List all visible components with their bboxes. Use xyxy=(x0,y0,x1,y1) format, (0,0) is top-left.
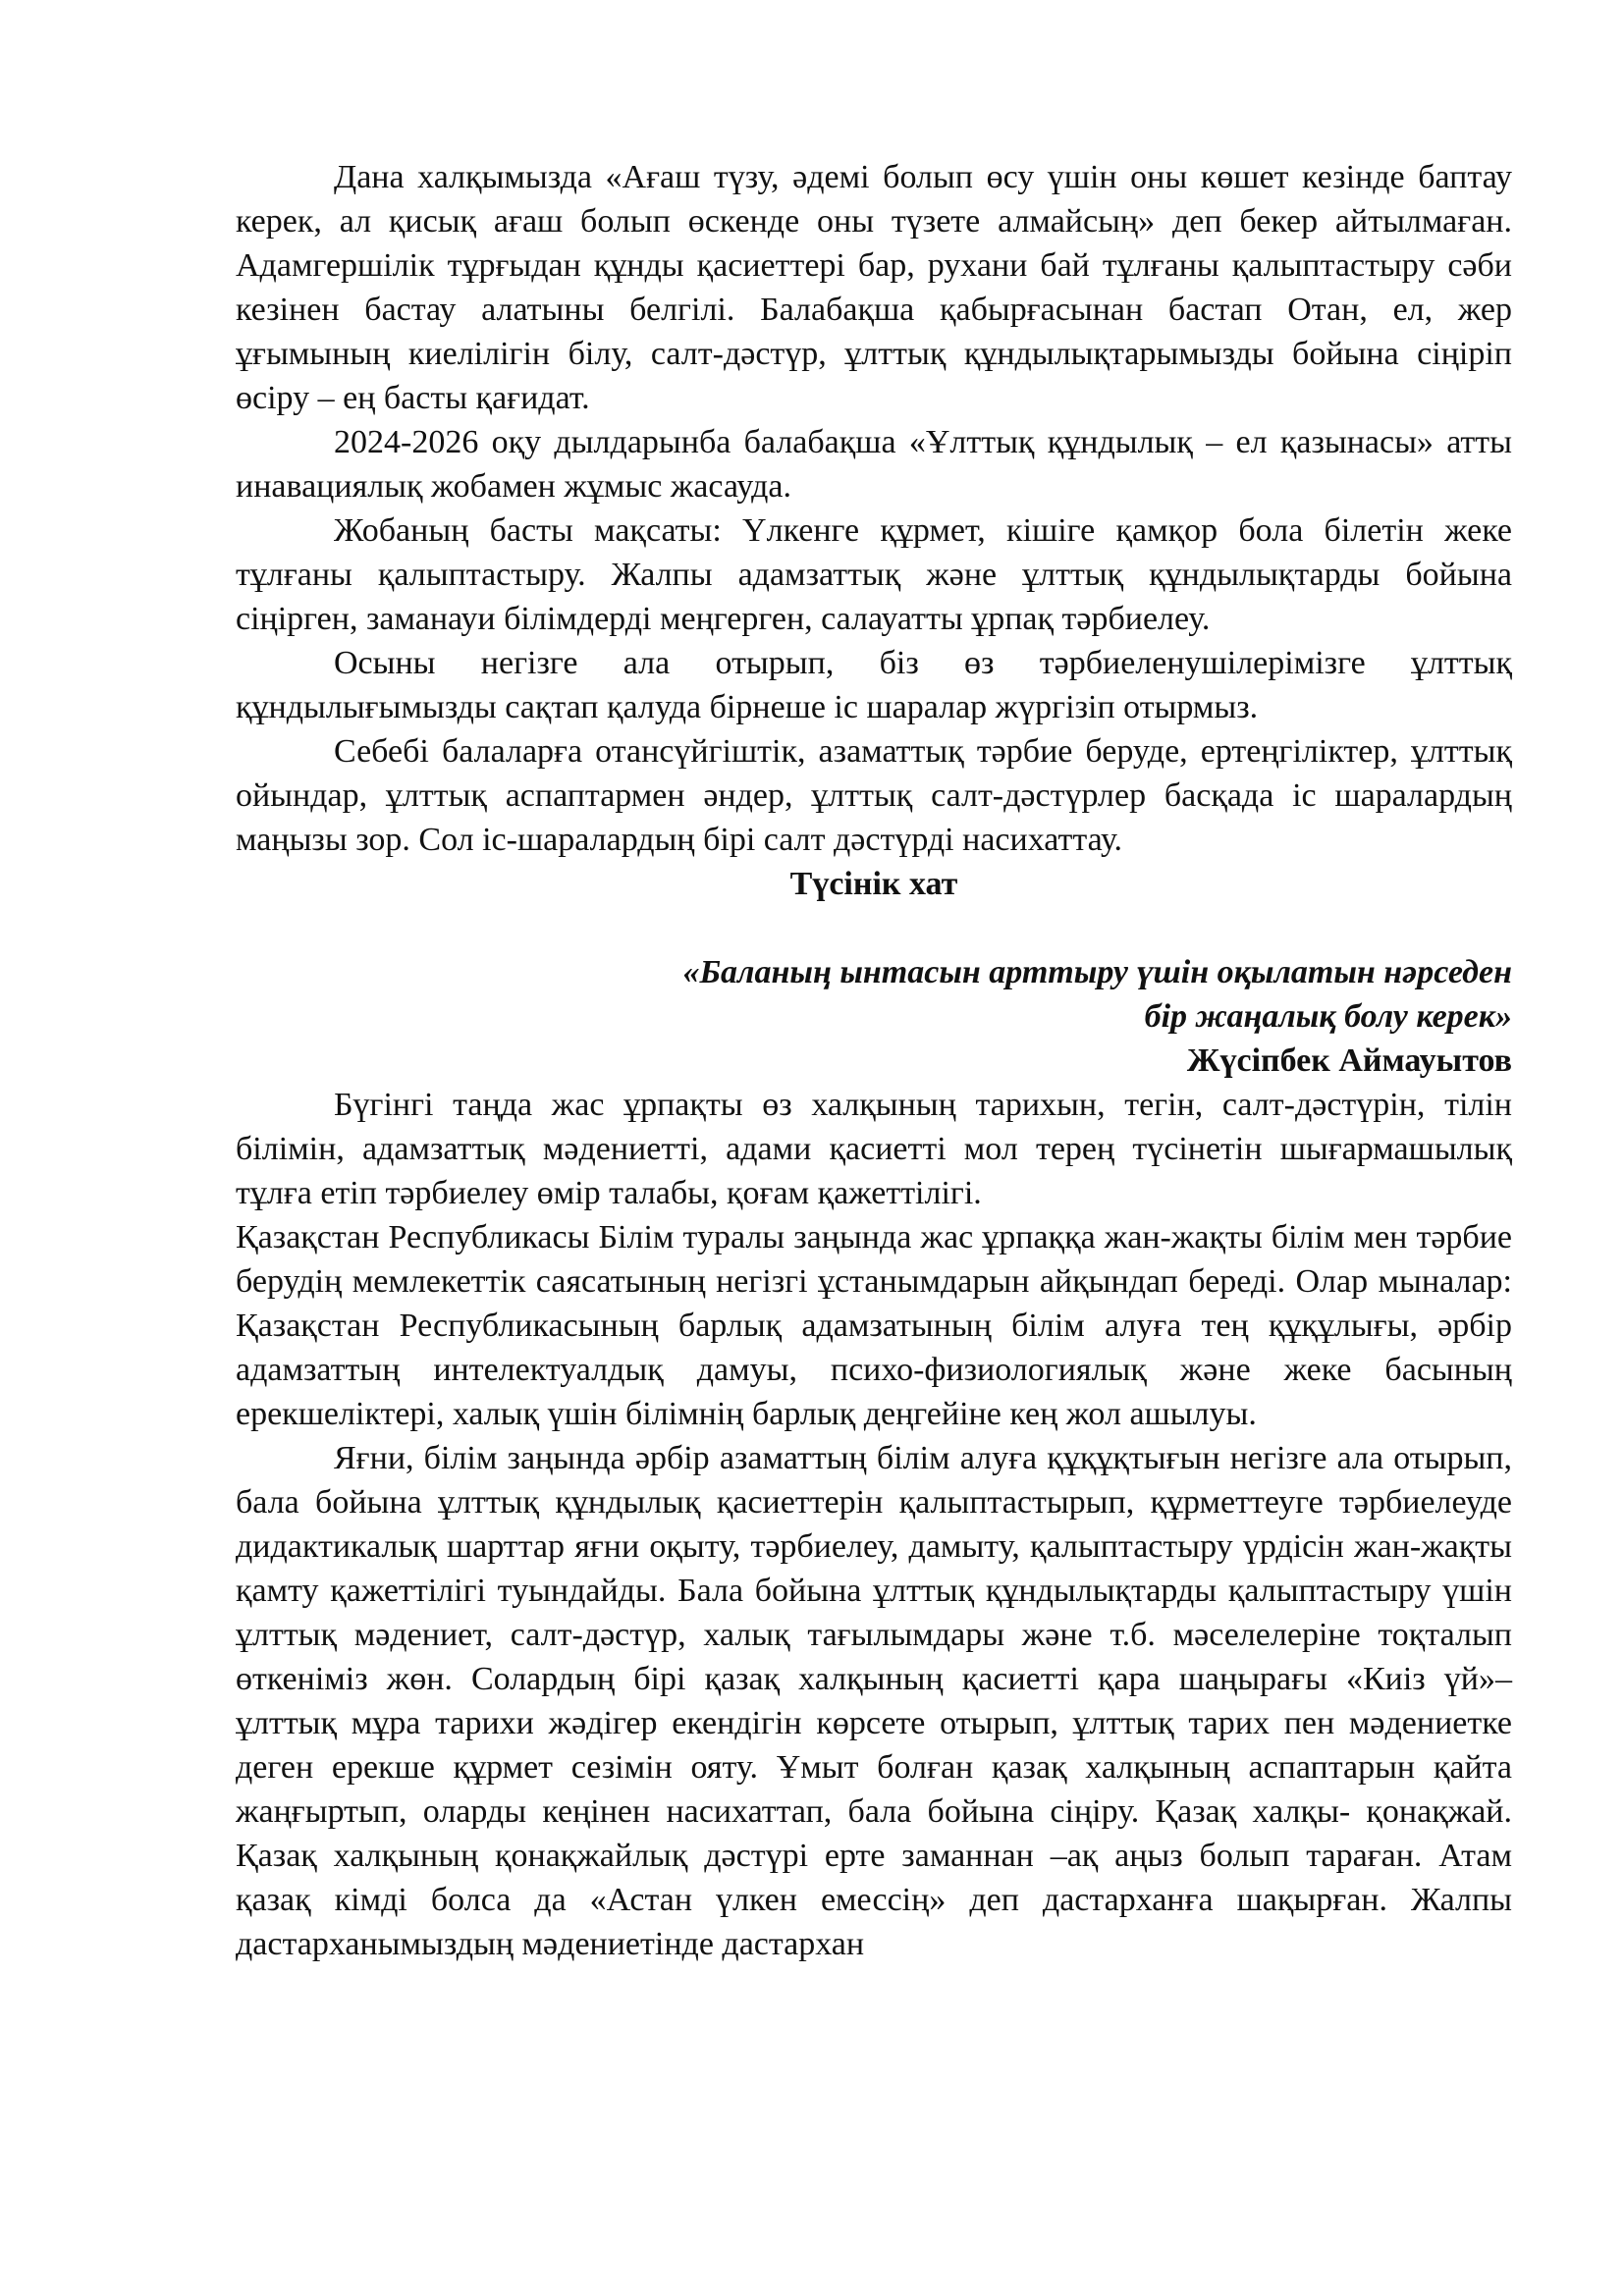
body-paragraph-2: Қазақстан Республикасы Білім туралы заңында жас ұрпаққа жан-жақты білім мен тәрбие берудің мемлекеттік саясатының негізгі ұстанымдарын айқындап береді. Олар мыналар: Қазақстан Республикасының барлық адамзатының білім алуға тең құқұлығы, әрбір адамзаттың интелектуалдық дамуы, психо-физиологиялық және жеке басының ерекшеліктері, халық үшін білімнің барлық деңгейіне кең жол ашылуы. xyxy=(236,1219,1512,1432)
epigraph-line-2: бір жаңалық болу керек» xyxy=(1144,998,1512,1035)
epigraph-quote xyxy=(236,950,1512,1039)
intro-paragraph-1: Дана халқымызда «Ағаш түзу, әдемі болып өсу үшін оны көшет кезінде баптау керек, ал қисық ағаш болып өскенде оны түзете алмайсың» деп бекер айтылмаған. Адамгершілік тұрғыдан құнды қасиеттері бар, рухани бай тұлғаны қалыптастыру сәби кезінен бастау алатыны белгілі. Балабақша қабырғасынан бастап Отан, ел, жер ұғымының киелілігін білу, салт-дәстүр, ұлттық құндылықтарымызды бойына сіңіріп өсіру – ең басты қағидат. xyxy=(236,159,1512,416)
body-paragraph-3: Яғни, білім заңында әрбір азаматтың білім алуға құқұқтығын негізге ала отырып, бала бойына ұлттық құндылық қасиеттерін қалыптастырып, құрметтеуге тәрбиелеуде дидактикалық шарттар яғни оқыту, тәрбиелеу, дамыту, қалыптастыру үрдісін жан-жақты қамту қажеттілігі туындайды. Бала бойына ұлттық құндылықтарды қалыптастыру үшін ұлттық мәдениет, салт-дәстүр, халық тағылымдары және т.б. мәселелеріне тоқталып өткеніміз жөн. Солардың бірі қазақ халқының қасиетті қара шаңырағы «Киіз үй»– ұлттық мұра тарихи жәдігер екендігін көрсете отырып, ұлттық тарих пен мәдениетке деген ерекше құрмет сезімін ояту. Ұмыт болған қазақ халқының аспаптарын қайта жаңғыртып, оларды кеңінен насихаттап, бала бойына сіңіру. Қазақ халқы- қонақжай. Қазақ халқының қонақжайлық дәстүрі ерте заманнан –ақ аңыз болып тараған. Атам қазақ кімді болса да «Астан үлкен емессің» деп дастарханға шақырған. Жалпы дастарханымыздың мәдениетінде дастархан xyxy=(236,1440,1512,1962)
document-page xyxy=(236,155,1512,1966)
section-title: Түсінік хат xyxy=(789,866,958,902)
body-paragraph-1: Бүгінгі таңда жас ұрпақты өз халқының тарихын, тегін, салт-дәстүрін, тілін білімін, адамзаттық мәдениетті, адами қасиетті мол терең түсінетін шығармашылық тұлға етіп тәрбиелеу өмір талабы, қоғам қажеттілігі. xyxy=(236,1087,1512,1211)
intro-paragraph-5: Себебі балаларға отансүйгіштік, азаматтық тәрбие беруде, ертеңгіліктер, ұлттық ойындар, ұлттық аспаптармен әндер, ұлттық салт-дәстүрлер басқада іс шаралардың маңызы зор. Сол іс-шаралардың бірі салт дәстүрді насихаттау. xyxy=(236,733,1512,858)
intro-paragraph-2: 2024-2026 оқу дылдарынба балабақша «Ұлттық құндылық – ел қазынасы» атты инавациялық жобамен жұмыс жасауда. xyxy=(236,424,1512,505)
intro-paragraph-4: Осыны негізге ала отырып, біз өз тәрбиеленушілерімізге ұлттық құндылығымызды сақтап қалуда бірнеше іс шаралар жүргізіп отырмыз. xyxy=(236,645,1512,725)
intro-paragraph-3: Жобаның басты мақсаты: Үлкенге құрмет, кішіге қамқор бола білетін жеке тұлғаны қалыптастыру. Жалпы адамзаттық және ұлттық құндылықтарды бойына сіңірген, заманауи білімдерді меңгерген, салауатты ұрпақ тәрбиелеу. xyxy=(236,512,1512,637)
epigraph-author: Жүсіпбек Аймауытов xyxy=(1186,1042,1512,1079)
epigraph-line-1: «Баланың ынтасын арттыру үшін оқылатын нәрседен xyxy=(682,954,1512,990)
